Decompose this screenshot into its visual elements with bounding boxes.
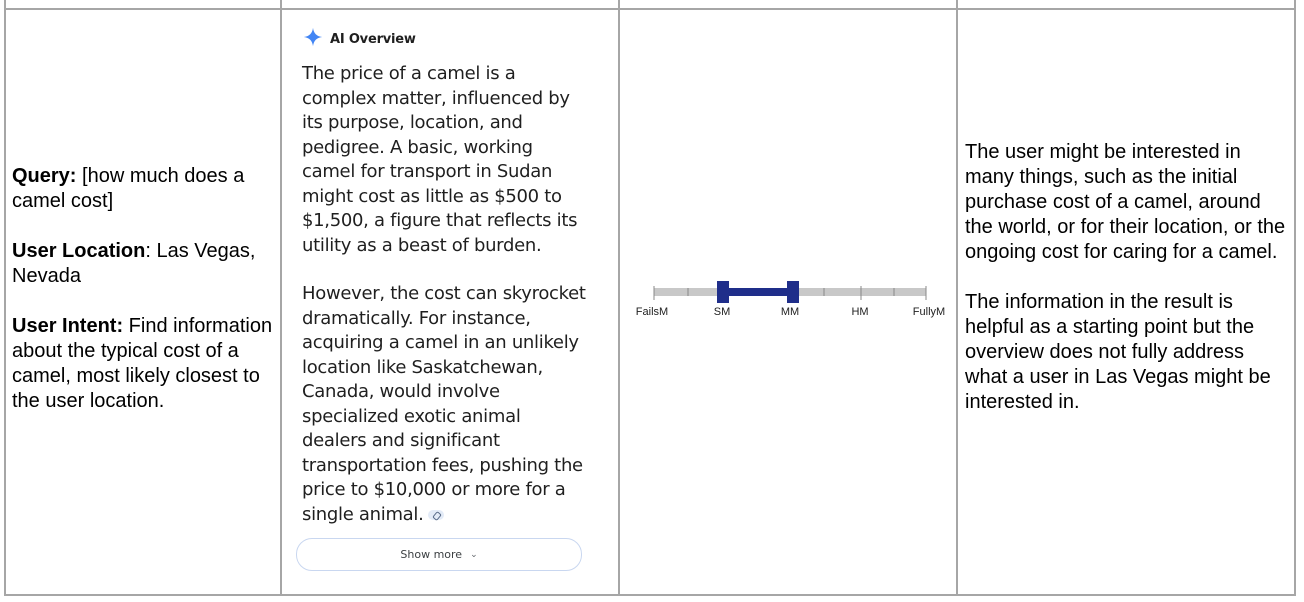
column-divider-3: [956, 0, 958, 596]
scale-label-0: FailsM: [635, 306, 669, 318]
scale-range-bar: [723, 288, 793, 296]
ai-overview-paragraph-2-wrap: [302, 282, 588, 527]
table-top-border: [4, 8, 1296, 10]
link-icon[interactable]: [428, 510, 444, 520]
commentary-paragraph-2: The information in the result is helpful as a starting point but the overview does not fully address what a user in Las Vegas might be interested in.: [965, 291, 1271, 413]
query-text: [how much does a camel cost]: [12, 165, 245, 212]
scale-label-1: SM: [713, 306, 731, 318]
location-line: [12, 239, 274, 289]
sparkle-icon: [302, 26, 324, 53]
commentary-cell: [965, 140, 1290, 440]
column-divider-left: [4, 0, 6, 596]
show-more-label: Show more: [400, 548, 463, 561]
query-label: Query:: [12, 165, 77, 187]
ai-overview-paragraph-1: The price of a camel is a complex matter, influenced by its purpose, location, and pedigree. A basic, working camel for transport in Sudan might cost as little as $500 to $1,500, a figure that reflects its utility as a beast of burden.: [302, 63, 578, 256]
show-more-button[interactable]: [296, 538, 582, 571]
intent-label: User Intent:: [12, 315, 124, 337]
chevron-down-icon: ⌄: [470, 549, 478, 560]
location-label: User Location: [12, 240, 146, 262]
intent-line: [12, 314, 274, 414]
location-text: : Las Vegas, Nevada: [12, 240, 256, 287]
scale-label-4: FullyM: [912, 306, 946, 318]
column-divider-1: [280, 0, 282, 596]
scale-range-end-handle[interactable]: [787, 281, 799, 303]
scale-label-2: MM: [780, 306, 800, 318]
query-cell: [12, 164, 274, 439]
column-divider-right: [1294, 0, 1296, 596]
ai-overview-body: [302, 62, 588, 551]
ai-overview-title: AI Overview: [330, 31, 416, 47]
ai-overview-paragraph-2: However, the cost can skyrocket dramatically. For instance, acquiring a camel in an unlikely location like Saskatchewan, Canada, would involve specialized exotic animal dealers and significant transportation fees, pushing the price to $10,000 or more for a single animal.: [302, 283, 586, 525]
intent-text: Find information about the typical cost of a camel, most likely closest to the user location.: [12, 315, 273, 412]
table-bottom-border: [4, 594, 1296, 596]
scale-range-start-handle[interactable]: [717, 281, 729, 303]
scale-label-3: HM: [851, 306, 869, 318]
rating-scale: [630, 278, 950, 328]
ai-overview-header: [302, 28, 416, 50]
commentary-paragraph-1: The user might be interested in many things, such as the initial purchase cost of a camel, around the world, or for their location, or the ongoing cost for caring for a camel.: [965, 141, 1286, 263]
column-divider-2: [618, 0, 620, 596]
query-line: [12, 164, 274, 214]
